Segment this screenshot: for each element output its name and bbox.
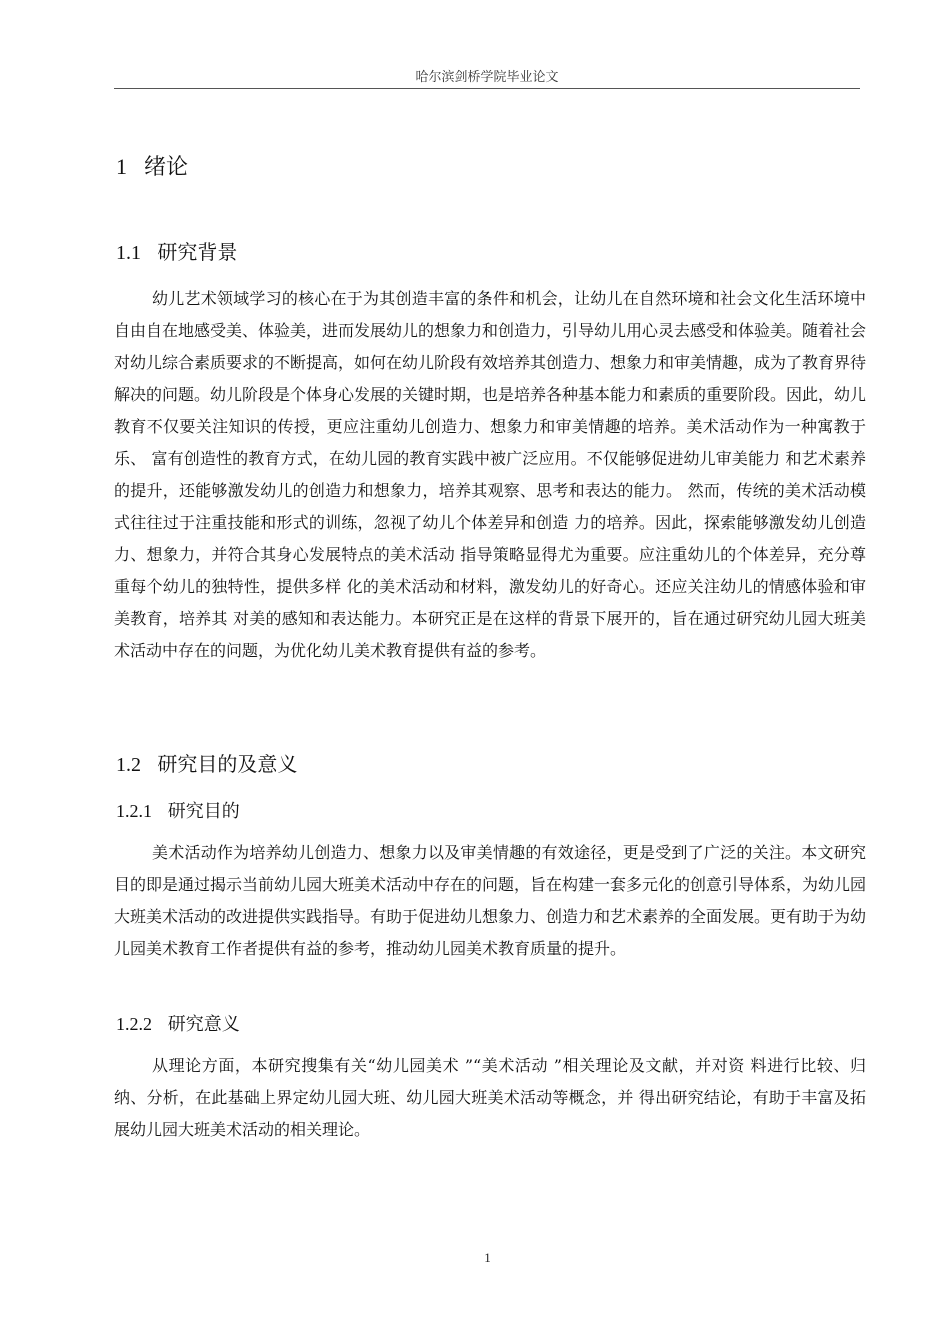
header-divider	[114, 88, 860, 89]
section-number: 1.1	[116, 242, 141, 264]
chapter-title: 绪论	[144, 155, 189, 180]
chapter-heading	[116, 150, 188, 181]
section-heading-background	[116, 236, 237, 265]
running-header: 哈尔滨剑桥学院毕业论文	[415, 70, 559, 85]
subsection-title: 研究目的	[167, 801, 240, 822]
section-number: 1.2	[116, 754, 141, 776]
purpose-paragraph: 美术活动作为培养幼儿创造力、想象力以及审美情趣的有效途径，更是受到了广泛的关注。本文研究目的即是通过揭示当前幼儿园大班美术活动中存在的问题，旨在构建一套多元化的创意引导体系，为幼儿园大班美术活动的改进提供实践指导。有助于促进幼儿想象力、创造力和艺术素养的全面发展。更有助于为幼儿园美术教育工作者提供有益的参考，推动幼儿园美术教育质量的提升。	[114, 843, 867, 958]
section-title: 研究目的及意义	[157, 752, 298, 776]
background-paragraph: 幼儿艺术领域学习的核心在于为其创造丰富的条件和机会，让幼儿在自然环境和社会文化生活环境中自由自在地感受美、体验美，进而发展幼儿的想象力和创造力，引导幼儿用心灵去感受和体验美。随着社会对幼儿综合素质要求的不断提高，如何在幼儿阶段有效培养其创造力、想象力和审美情趣，成为了教育界待解决的问题。幼儿阶段是个体身心发展的关键时期，也是培养各种基本能力和素质的重要阶段。因此，幼儿教育不仅要关注知识的传授，更应注重幼儿创造力、想象力和审美情趣的培养。美术活动作为一种寓教于乐、 富有创造性的教育方式，在幼儿园的教育实践中被广泛应用。不仅能够促进幼儿审美能力 和艺术素养的提升，还能够激发幼儿的创造力和想象力，培养其观察、思考和表达的能力。 然而，传统的美术活动模式往往过于注重技能和形式的训练，忽视了幼儿个体差异和创造 力的培养。因此，探索能够激发幼儿创造力、想象力，并符合其身心发展特点的美术活动 指导策略显得尤为重要。应注重幼儿的个体差异，充分尊重每个幼儿的独特性，提供多样 化的美术活动和材料，激发幼儿的好奇心。还应关注幼儿的情感体验和审美教育，培养其 对美的感知和表达能力。本研究正是在这样的背景下展开的，旨在通过研究幼儿园大班美 术活动中存在的问题，为优化幼儿美术教育提供有益的参考。	[114, 289, 867, 660]
subsection-heading-significance	[116, 1010, 240, 1036]
subsection-number: 1.2.2	[116, 1014, 152, 1034]
subsection-number: 1.2.1	[116, 801, 152, 821]
subsection-title: 研究意义	[167, 1014, 240, 1035]
page-number: 1	[484, 1250, 491, 1265]
chapter-number: 1	[116, 154, 127, 179]
section-title: 研究背景	[157, 240, 238, 264]
subsection-heading-purpose	[116, 797, 240, 823]
section-heading-purpose-significance	[116, 748, 297, 777]
significance-paragraph: 从理论方面，本研究搜集有关“幼儿园美术 ”“美术活动 ”相关理论及文献，并对资 料进行比较、归纳、分析，在此基础上界定幼儿园大班、幼儿园大班美术活动等概念，并 得出研究结论，有助于丰富及拓展幼儿园大班美术活动的相关理论。	[114, 1056, 866, 1139]
